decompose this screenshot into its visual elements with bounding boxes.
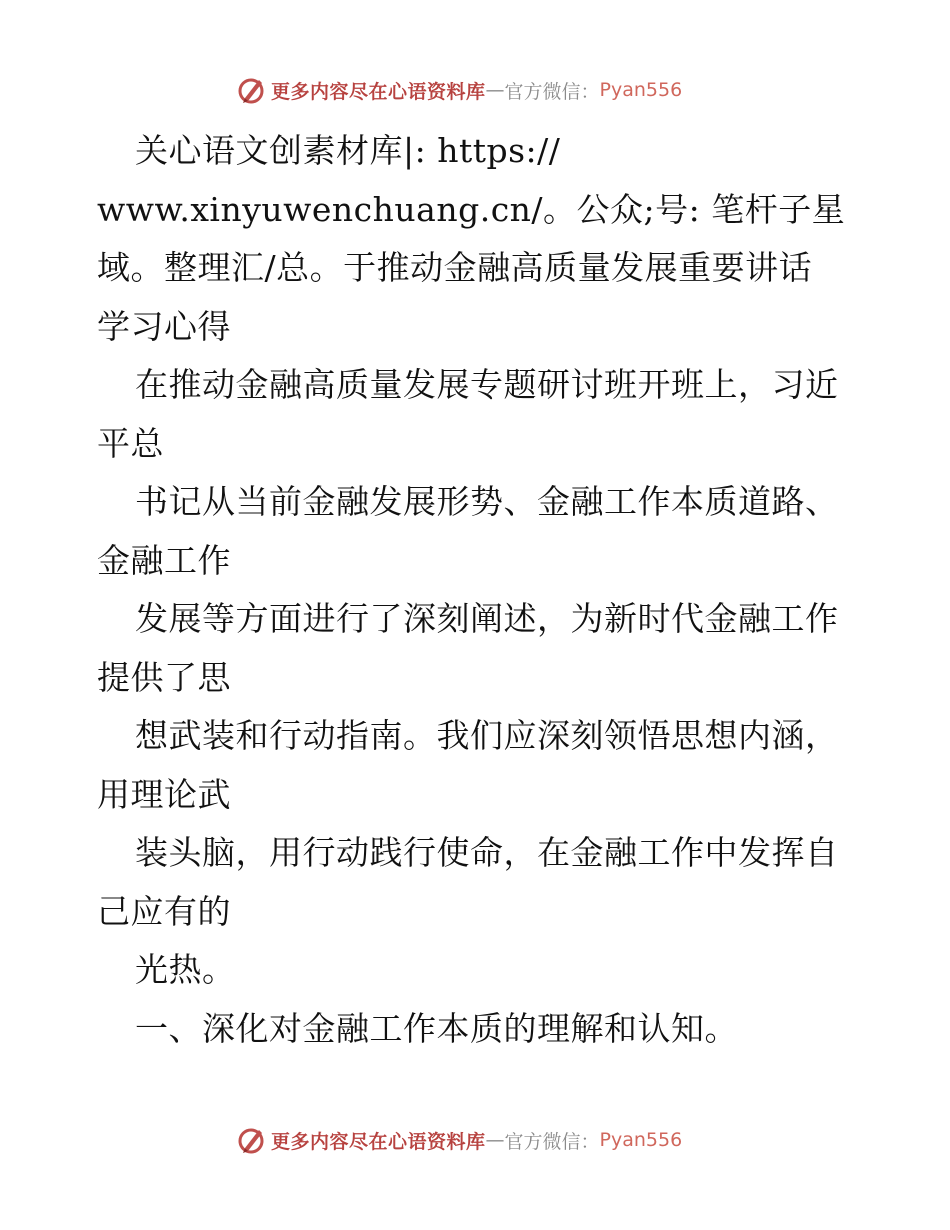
text-line: 平总 [97,423,164,463]
header-watermark [235,72,682,108]
text-line: 书记从当前金融发展形势、金融工作本质道路、 [135,482,839,521]
text-line: 发展等方面进行了深刻阐述，为新时代金融工作 [135,599,839,638]
text-line: 用理论武 [97,774,231,814]
watermark-dash: — [485,1129,505,1151]
watermark-wechat-label: 官方微信： [504,80,600,103]
watermark-wechat-label: 官方微信： [504,1130,600,1153]
text-line: 在推动金融高质量发展专题研讨班开班上，习近 [135,365,839,404]
pen-logo-icon [235,1124,267,1156]
text-line: 想武装和行动指南。我们应深刻领悟思想内涵， [135,716,839,755]
text-line: 己应有的 [97,891,231,931]
text-line: 光热。 [135,950,236,989]
document-body [97,122,867,1058]
watermark-wechat-id: Pyan556 [599,1129,683,1151]
text-line: 关心语文创素材库|: https:// [135,131,561,170]
watermark-brand: 更多内容尽在心语资料库 [271,80,486,103]
text-line: 提供了思 [97,657,231,697]
footer-watermark [235,1122,682,1158]
watermark-wechat-id: Pyan556 [599,79,683,101]
text-line: 域。整理汇/总。于推动金融高质量发展重要讲话 [97,248,813,287]
text-line: www.xinyuwenchuang.cn/。公众;号: 笔杆子星 [97,189,846,229]
text-line: 学习心得 [97,306,231,346]
section-heading: 一、深化对金融工作本质的理解和认知。 [135,1008,738,1048]
text-line: 装头脑，用行动践行使命，在金融工作中发挥自 [135,833,839,872]
text-line: 金融工作 [97,540,231,580]
pen-logo-icon [235,74,267,106]
watermark-brand: 更多内容尽在心语资料库 [271,1130,486,1153]
watermark-dash: — [485,79,505,101]
